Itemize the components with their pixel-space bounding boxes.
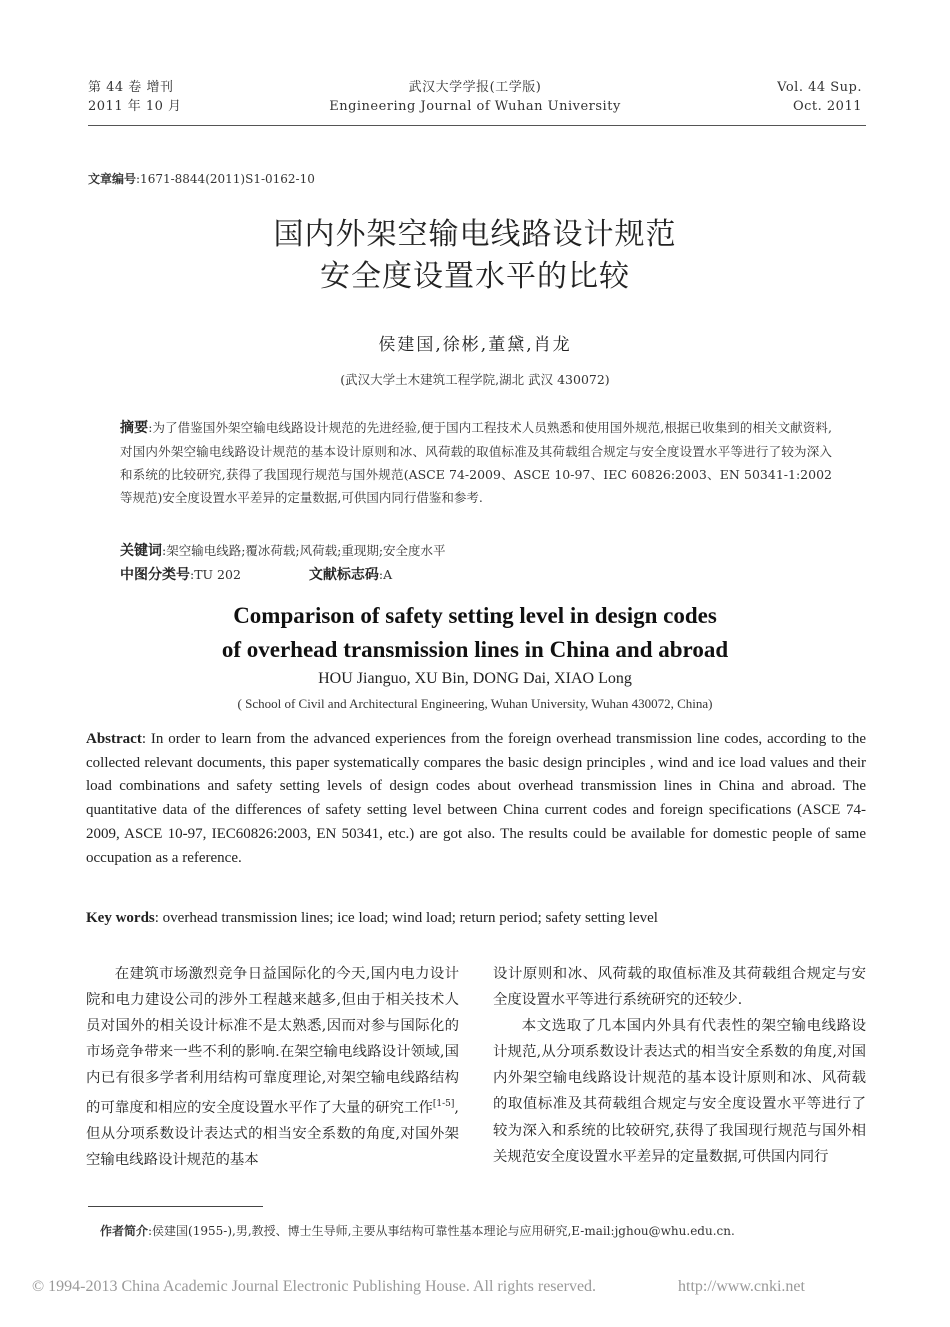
classification-label: 中图分类号: [120, 567, 190, 583]
title-cn-line2: 安全度设置水平的比较: [320, 259, 630, 294]
author-note: [100, 1222, 735, 1239]
header-journal-cn: 武汉大学学报(工学版): [408, 80, 542, 95]
body-paragraph: 本文选取了几本国内外具有代表性的架空输电线路设计规范,从分项系数设计表达式的相当安全系数的角度,对国内外架空输电线路设计规范的基本设计原则和冰、风荷载的取值标准及其荷载组合规定与安全度设置水平等进行了较为深入和系统的比较研究,获得了我国现行规范与国外相关规范安全度设置水平差异的定量数据,可供国内同行: [493, 1018, 866, 1165]
header-journal-en: Engineering Journal of Wuhan University: [329, 99, 621, 114]
header-vol-en-line: Vol. 44 Sup.: [777, 80, 862, 95]
body-text: 在建筑市场激烈竞争日益国际化的今天,国内电力设计院和电力建设公司的涉外工程越来越多,但由于相关技术人员对国外的相关设计标准不是太熟悉,因而对参与国际化的市场竞争带来一些不利的影响.在架空输电线路设计领域,国内已有很多学者利用结构可靠度理论,对架空输电线路结构的可靠度和相应的安全度设置水平作了大量的研究工作: [86, 966, 459, 1117]
authors-cn: 侯建国,徐彬,董黛,肖龙: [378, 335, 572, 355]
header-date-line: 2011 年 10 月: [88, 99, 182, 114]
abstract-cn: [120, 416, 832, 509]
header-divider: [88, 125, 866, 126]
article-number-value: :1671-8844(2011)S1-0162-10: [136, 172, 315, 186]
classification: [120, 564, 392, 584]
header-vol-en: [777, 78, 862, 116]
abstract-en-label: Abstract: [86, 731, 142, 747]
body-paragraph-cont: 设计原则和冰、风荷载的取值标准及其荷载组合规定与安全度设置水平等进行系统研究的还较少.: [493, 966, 866, 1009]
keywords-en-label: Key words: [86, 910, 155, 926]
footnote-divider: [88, 1206, 263, 1207]
keywords-cn: [120, 539, 832, 563]
affiliation-cn: (武汉大学土木建筑工程学院,湖北 武汉 430072): [340, 372, 610, 387]
keywords-cn-label: 关键词: [120, 543, 162, 559]
body-column-left: [86, 961, 459, 1174]
article-number: [88, 170, 315, 187]
abstract-en: [86, 728, 866, 870]
keywords-cn-text: :架空输电线路;覆冰荷载;风荷载;重现期;安全度水平: [162, 543, 446, 558]
header-volume-line: 第 44 卷 增刊: [88, 80, 174, 95]
keywords-en-text: : overhead transmission lines; ice load; wind load; return period; safety setting level: [154, 910, 658, 926]
document-code-label: 文献标志码: [308, 567, 379, 583]
authors-en: HOU Jianguo, XU Bin, DONG Dai, XIAO Long: [318, 670, 632, 687]
website-link[interactable]: http://www.cnki.net: [678, 1278, 805, 1295]
affiliation-en: ( School of Civil and Architectural Engineering, Wuhan University, Wuhan 430072, China): [237, 696, 713, 711]
body-paragraph: [86, 961, 459, 1174]
title-en-line2: of overhead transmission lines in China and abroad: [221, 637, 729, 662]
title-en-line1: Comparison of safety setting level in design codes: [233, 603, 717, 628]
abstract-en-text: : In order to learn from the advanced experiences from the foreign overhead transmission line codes, according to the collected relevant documents, this paper systematically compares the basic design principles , wind and ice load values and their load combinations and safety setting levels of design codes about overhead transmission lines in China and abroad. The quantitative data of the differences of safety setting level between China current codes and foreign specifications (ASCE 74-2009, ASCE 10-97, IEC60826:2003, EN 50341, etc.) are got also. The results could be available for domestic people of same occupation as a reference.: [86, 731, 866, 866]
abstract-cn-text: :为了借鉴国外架空输电线路设计规范的先进经验,便于国内工程技术人员熟悉和使用国外规范,根据已收集到的相关文献资料,对国内外架空输电线路设计规范的基本设计原则和冰、风荷载的取值标准及其荷载组合规定与安全度设置水平等进行了较为深入和系统的比较研究,获得了我国现行规范与国外规范(ASCE 74-2009、ASCE 10-97、IEC 60826:2003、EN 50341-1:2002 等规范)安全度设置水平差异的定量数据,可供国内同行借鉴和参考.: [120, 420, 832, 505]
author-note-text: :侯建国(1955-),男,教授、博士生导师,主要从事结构可靠性基本理论与应用研究,E-mail:jghou@whu.edu.cn.: [148, 1224, 735, 1238]
header-date-en-line: Oct. 2011: [792, 99, 862, 114]
keywords-en: [86, 910, 866, 927]
document-code-value: :A: [378, 567, 393, 582]
citation-ref[interactable]: [1-5]: [432, 1099, 455, 1110]
body-text-cont: ,但从分项系数设计表达式的相当安全系数的角度,对国外架空输电线路设计规范的基本: [86, 1100, 459, 1169]
article-number-label: 文章编号: [88, 172, 137, 186]
author-note-label: 作者简介: [100, 1224, 149, 1238]
copyright-notice: © 1994-2013 China Academic Journal Electronic Publishing House. All rights reserved.: [32, 1278, 597, 1295]
title-cn-line1: 国内外架空输电线路设计规范: [273, 217, 677, 252]
classification-value: :TU 202: [190, 567, 241, 582]
abstract-cn-label: 摘要: [120, 420, 149, 436]
body-column-right: [493, 961, 866, 1170]
